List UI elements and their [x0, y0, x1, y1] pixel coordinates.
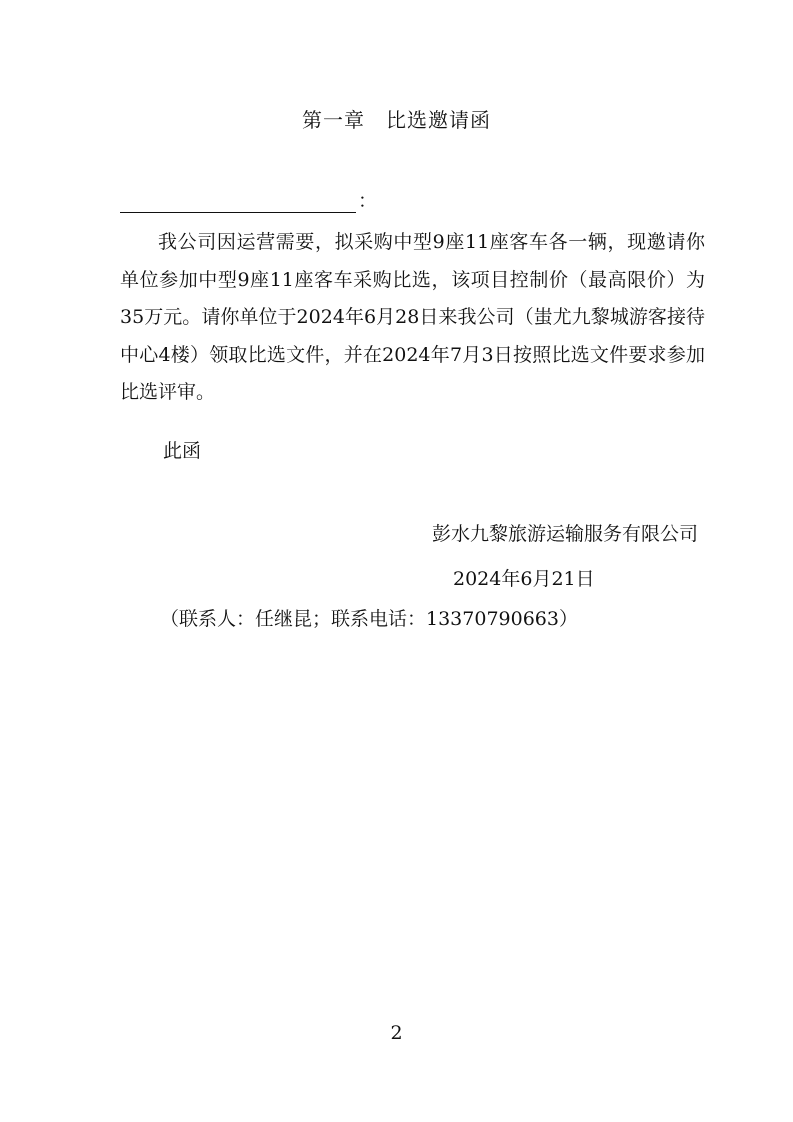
contact-info: （联系人：任继昆；联系电话：13370790663）: [160, 608, 578, 630]
signature-date: 2024年6月21日: [453, 568, 595, 590]
addressee-colon: ：: [358, 190, 378, 212]
addressee-line: [120, 186, 377, 213]
body-paragraph: 我公司因运营需要，拟采购中型9座11座客车各一辆，现邀请你单位参加中型9座11座客车采购比选，该项目控制价（最高限价）为35万元。请你单位于2024年6月28日来我公司（蚩尤九黎城游客接待中心4楼）领取比选文件，并在2024年7月3日按照比选文件要求参加比选评审。: [120, 231, 705, 403]
closing-text: 此函: [163, 440, 202, 462]
page-number: 2: [390, 1022, 403, 1044]
document-title: 第一章 比选邀请函: [302, 108, 491, 132]
signature-company: 彭水九黎旅游运输服务有限公司: [431, 523, 698, 545]
addressee-blank: [120, 190, 356, 213]
